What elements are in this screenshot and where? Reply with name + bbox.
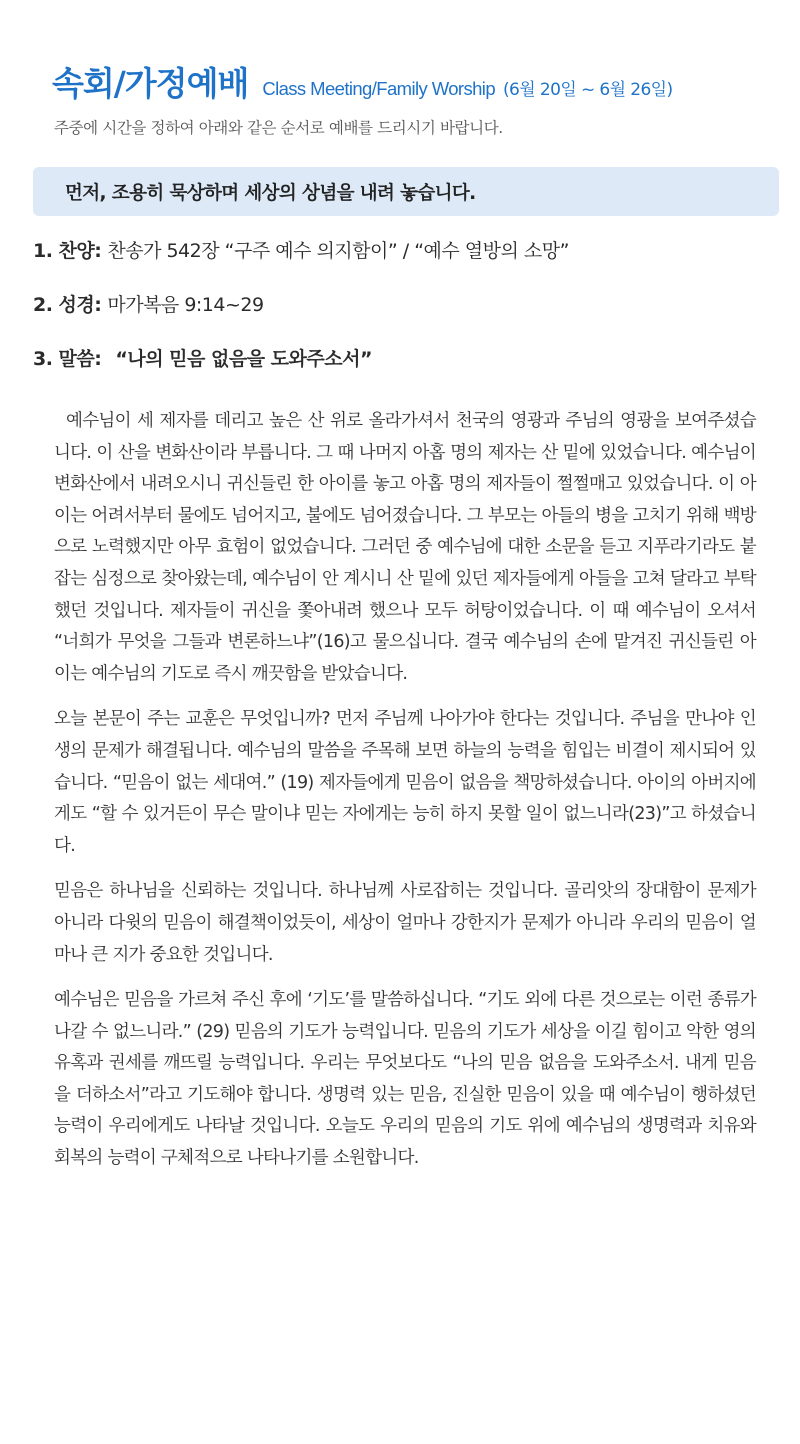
- body-paragraph: 예수님은 믿음을 가르쳐 주신 후에 ‘기도’를 말씀하십니다. “기도 외에 다른 것으로는 이런 종류가 나갈 수 없느니라.” (29) 믿음의 기도가 능력입니다. 믿음의 기도가 세상을 이길 힘이고 악한 영의 유혹과 권세를 깨뜨릴 능력입니다. 우리는 무엇보다도 “나의 믿음 없음을 도와주소서. 내게 믿음을 더하소서”라고 기도해야 합니다. 생명력 있는 믿음, 진실한 믿음이 있을 때 예수님이 행하셨던 능력이 우리에게도 나타날 것입니다. 오늘도 우리의 믿음의 기도 위에 예수님의 생명력과 치유와 회복의 능력이 구체적으로 나타나기를 소원합니다.: [54, 990, 756, 1169]
- order-value: 마가복음 9:14~29: [107, 294, 264, 316]
- body-paragraph: 오늘 본문이 주는 교훈은 무엇입니까? 먼저 주님께 나아가야 한다는 것입니다. 주님을 만나야 인생의 문제가 해결됩니다. 예수님의 말씀을 주목해 보면 하늘의 능력을 힘입는 비결이 제시되어 있습니다. “믿음이 없는 세대여.” (19) 제자들에게 믿음이 없음을 책망하셨습니다. 아이의 아버지에게도 “할 수 있거든이 무슨 말이냐 믿는 자에게는 능히 하지 못할 일이 없느니라(23)”고 하셨습니다.: [54, 709, 756, 856]
- order-item-hymn: [33, 236, 569, 263]
- order-label: 1. 찬양:: [33, 240, 102, 262]
- page-title: 속회/가정예배: [52, 64, 249, 103]
- order-label: 2. 성경:: [33, 294, 102, 316]
- order-label: 3. 말씀:: [33, 348, 102, 370]
- sermon-title: “나의 믿음 없음을 도와주소서”: [115, 348, 372, 370]
- date-range: (6월 20일 ~ 6월 26일): [503, 80, 673, 100]
- order-value: 찬송가 542장 “구주 예수 의지함이” / “예수 열방의 소망”: [107, 240, 569, 262]
- page-subtitle: 주중에 시간을 정하여 아래와 같은 순서로 예배를 드리시기 바랍니다.: [54, 119, 503, 137]
- order-item-scripture: [33, 290, 264, 317]
- body-paragraph: 믿음은 하나님을 신뢰하는 것입니다. 하나님께 사로잡히는 것입니다. 골리앗의 장대함이 문제가 아니라 다윗의 믿음이 해결책이었듯이, 세상이 얼마나 강한지가 문제가 아니라 우리의 믿음이 얼마나 큰 지가 중요한 것입니다.: [54, 881, 756, 965]
- meditation-banner: [33, 167, 779, 216]
- page-header: [52, 58, 772, 105]
- banner-text: 먼저, 조용히 묵상하며 세상의 상념을 내려 놓습니다.: [65, 183, 476, 204]
- page-title-english: Class Meeting/Family Worship: [262, 78, 496, 99]
- order-item-sermon: [33, 344, 372, 371]
- body-paragraph: 예수님이 세 제자를 데리고 높은 산 위로 올라가셔서 천국의 영광과 주님의 영광을 보여주셨습니다. 이 산을 변화산이라 부릅니다. 그 때 나머지 아홉 명의 제자는 산 밑에 있었습니다. 예수님이 변화산에서 내려오시니 귀신들린 한 아이를 놓고 아홉 명의 제자들이 쩔쩔매고 있었습니다. 이 아이는 어려서부터 물에도 넘어지고, 불에도 넘어졌습니다. 그 부모는 아들의 병을 고치기 위해 백방으로 노력했지만 아무 효험이 없었습니다. 그러던 중 예수님에 대한 소문을 듣고 지푸라기라도 붙잡는 심정으로 찾아왔는데, 예수님이 안 계시니 산 밑에 있던 제자들에게 아들을 고쳐 달라고 부탁했던 것입니다. 제자들이 귀신을 쫓아내려 했으나 모두 허탕이었습니다. 이 때 예수님이 오셔서 “너희가 무엇을 그들과 변론하느냐”(16)고 물으십니다. 결국 예수님의 손에 맡겨진 귀신들린 아이는 예수님의 기도로 즉시 깨끗함을 받았습니다.: [54, 411, 756, 684]
- sermon-body: [54, 406, 756, 1189]
